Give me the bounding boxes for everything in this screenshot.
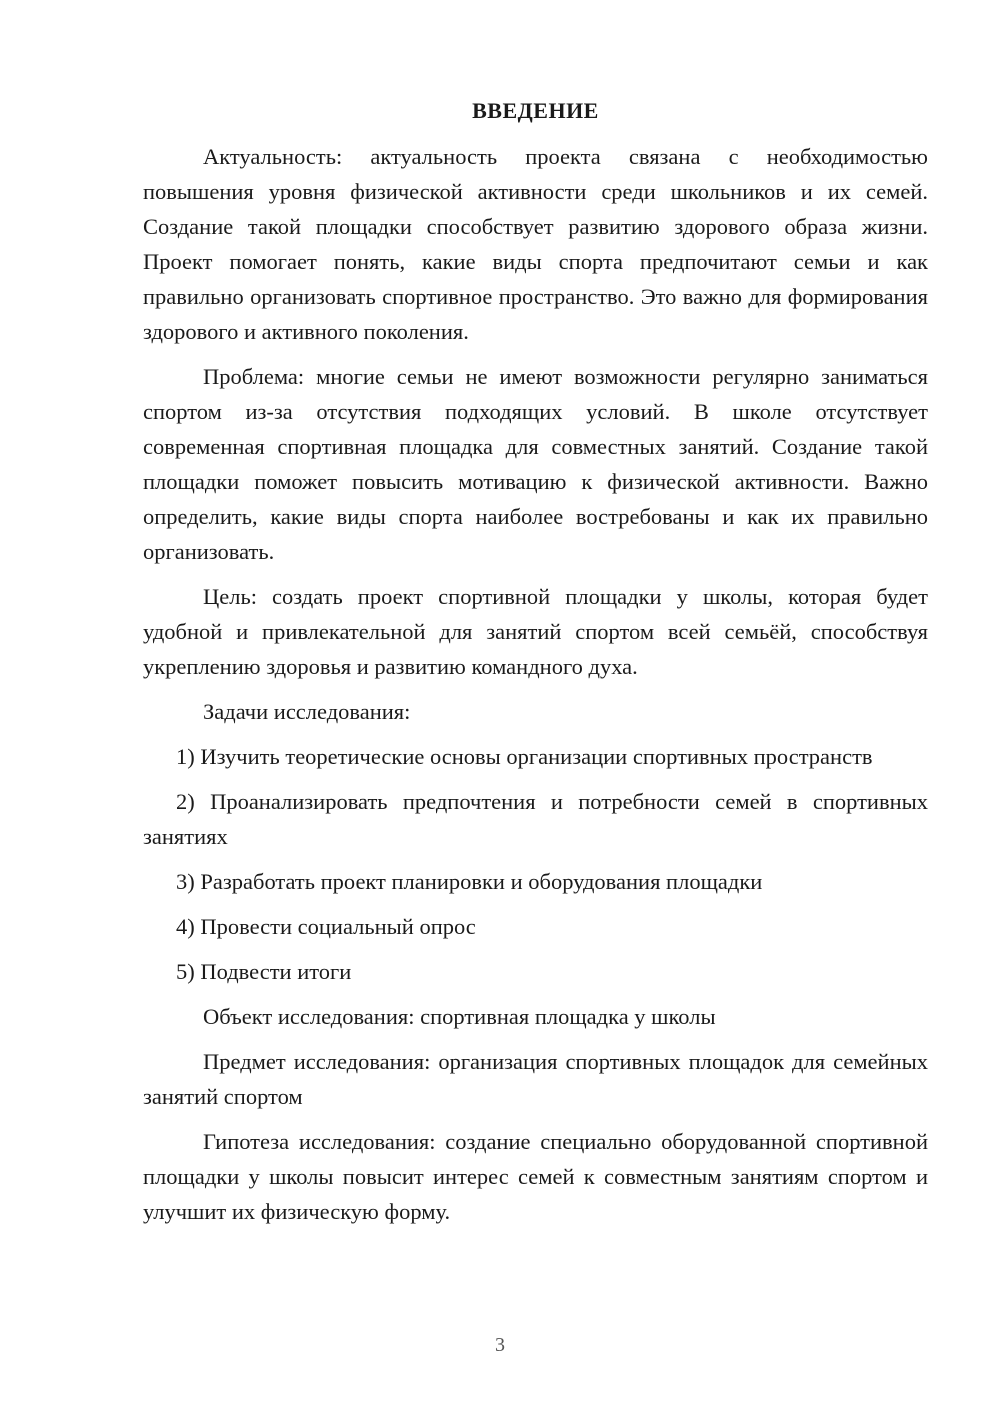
task-item-3: 3) Разработать проект планировки и оборудования площадки <box>176 869 763 894</box>
section-title: ВВЕДЕНИЕ <box>472 98 599 123</box>
paragraph-problem: Проблема: многие семьи не имеют возможности регулярно заниматься спортом из-за отсутствия подходящих условий. В школе отсутствует современная спортивная площадка для совместных занятий. Создание такой площадки поможет повысить мотивацию к физической активности. Важно определить, какие виды спорта наиболее востребованы и как их правильно организовать. <box>143 364 928 564</box>
paragraph-goal: Цель: создать проект спортивной площадки у школы, которая будет удобной и привлекательной для занятий спортом всей семьёй, способствуя укреплению здоровья и развитию командного духа. <box>143 584 928 679</box>
paragraph-relevance: Актуальность: актуальность проекта связана с необходимостью повышения уровня физической активности среди школьников и их семей. Создание такой площадки способствует развитию здорового образа жизни. Проект помогает понять, какие виды спорта предпочитают семьи и как правильно организовать спортивное пространство. Это важно для формирования здорового и активного поколения. <box>143 144 928 344</box>
task-item-2: 2) Проанализировать предпочтения и потребности семей в спортивных занятиях <box>143 789 928 849</box>
paragraph-hypothesis: Гипотеза исследования: создание специально оборудованной спортивной площадки у школы повысит интерес семей к совместным занятиям спортом и улучшит их физическую форму. <box>143 1129 928 1224</box>
task-item-5: 5) Подвести итоги <box>176 959 352 984</box>
document-page <box>143 95 928 1239</box>
task-item-4: 4) Провести социальный опрос <box>176 914 476 939</box>
paragraph-subject: Предмет исследования: организация спортивных площадок для семейных занятий спортом <box>143 1049 928 1109</box>
page-number: 3 <box>495 1334 505 1356</box>
paragraph-tasks-heading: Задачи исследования: <box>203 699 411 724</box>
paragraph-object: Объект исследования: спортивная площадка у школы <box>203 1004 716 1029</box>
task-item-1: 1) Изучить теоретические основы организации спортивных пространств <box>176 744 873 769</box>
